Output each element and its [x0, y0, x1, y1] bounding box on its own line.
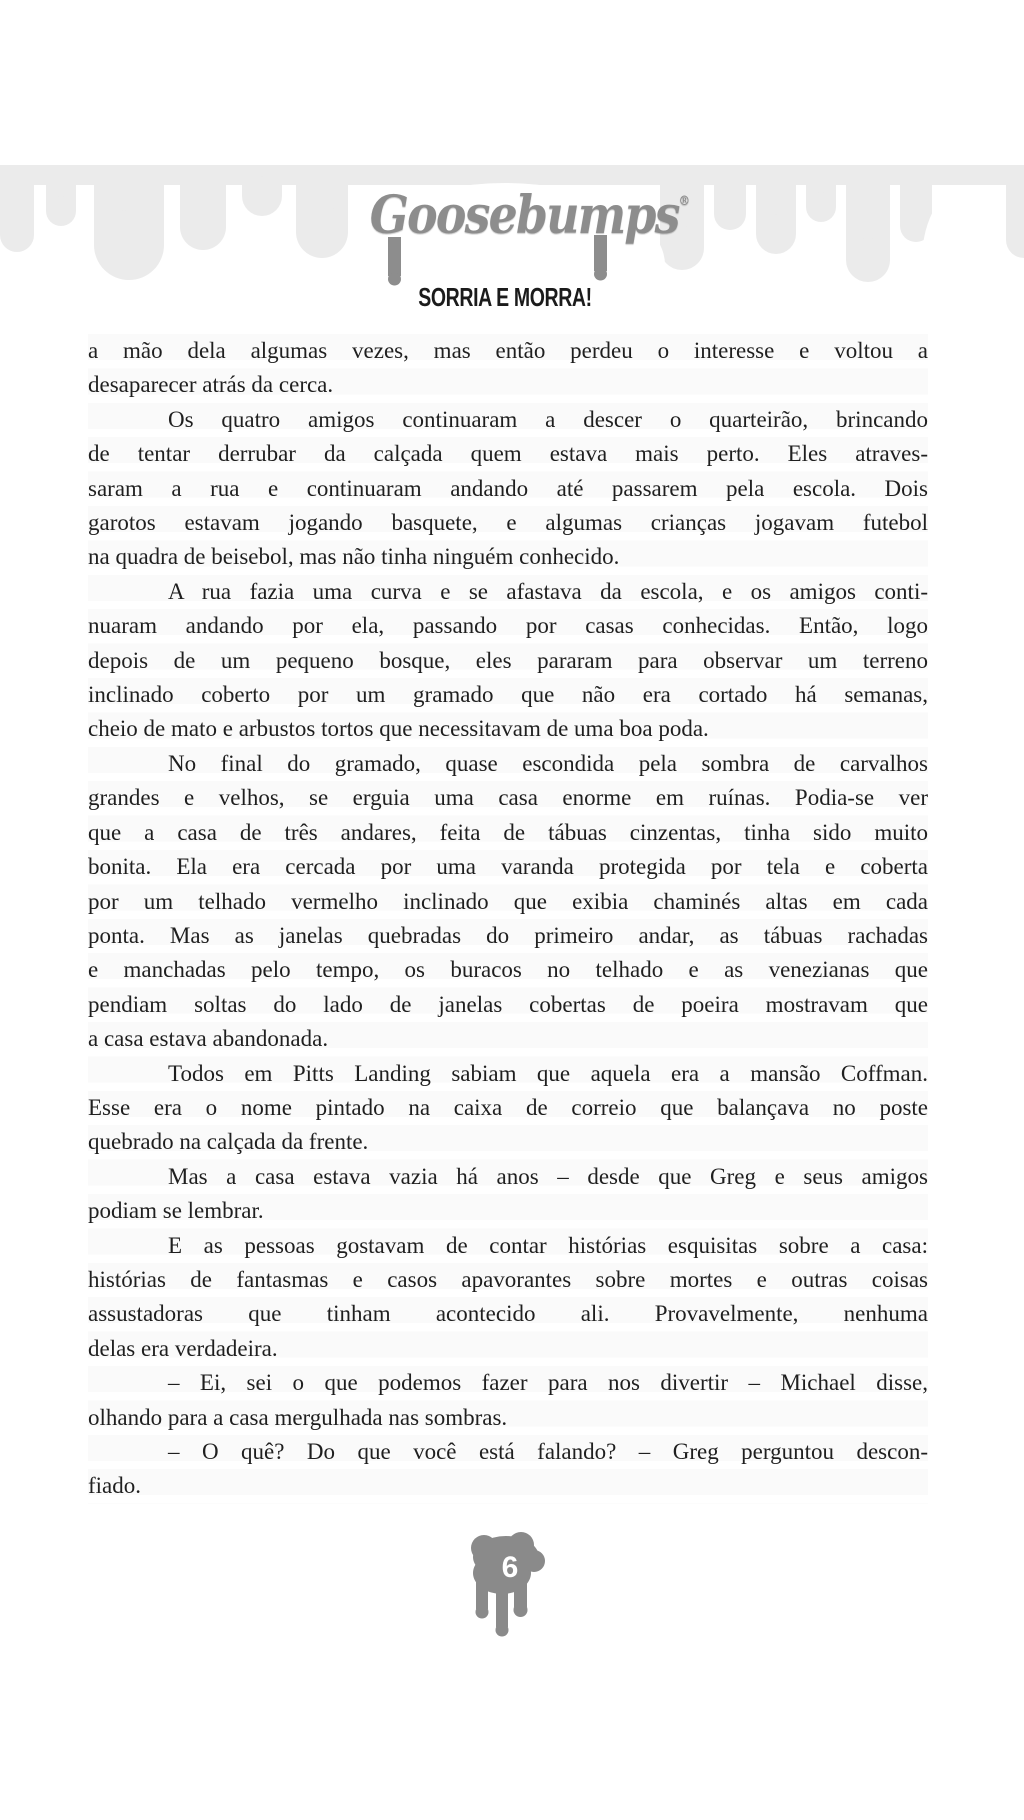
text-line: e manchadas pelo tempo, os buracos no telhado e as venezianas que	[88, 957, 928, 983]
text-line: de tentar derrubar da calçada quem estava mais perto. Eles atraves-	[88, 441, 928, 467]
text-line: assustadoras que tinham acontecido ali. Provavelmente, nenhuma	[88, 1301, 928, 1327]
goosebumps-logo-text: Goosebumps	[369, 185, 679, 246]
text-line: pendiam soltas do lado de janelas cobertas de poeira mostravam que	[88, 991, 928, 1017]
text-line: Esse era o nome pintado na caixa de correio que balançava no poste	[88, 1094, 928, 1120]
text-line: E as pessoas gostavam de contar histórias esquisitas sobre a casa:	[168, 1232, 928, 1258]
text-line: bonita. Ela era cercada por uma varanda protegida por tela e coberta	[88, 854, 928, 880]
book-title: SORRIA E MORRA!	[418, 282, 592, 312]
splat-blob-icon	[471, 1532, 545, 1637]
text-line: A rua fazia uma curva e se afastava da escola, e os amigos conti-	[168, 578, 928, 604]
text-line: a casa estava abandonada.	[88, 1026, 329, 1052]
text-line: depois de um pequeno bosque, eles pararam para observar um terreno	[88, 647, 928, 673]
page-number-splat	[461, 1531, 547, 1643]
text-line: ponta. Mas as janelas quebradas do primeiro andar, as tábuas rachadas	[88, 922, 928, 948]
text-line: No final do gramado, quase escondida pela sombra de carvalhos	[168, 750, 928, 776]
text-line: inclinado coberto por um gramado que não era cortado há semanas,	[88, 682, 928, 708]
text-line: a mão dela algumas vezes, mas então perdeu o interesse e voltou a	[88, 338, 928, 363]
text-line: histórias de fantasmas e casos apavorantes sobre mortes e outras coisas	[88, 1266, 928, 1292]
text-line: delas era verdadeira.	[88, 1335, 278, 1361]
text-line: desaparecer atrás da cerca.	[88, 372, 334, 398]
registered-mark: ®	[678, 194, 691, 209]
text-line: – Ei, sei o que podemos fazer para nos divertir – Michael disse,	[168, 1370, 928, 1396]
goosebumps-logo	[369, 173, 691, 246]
text-line: na quadra de beisebol, mas não tinha ninguém conhecido.	[88, 544, 620, 570]
story-text	[88, 334, 928, 1504]
text-line: por um telhado vermelho inclinado que exibia chaminés altas em cada	[88, 888, 928, 914]
page-number: 6	[501, 1551, 519, 1584]
text-line: cheio de mato e arbustos tortos que necessitavam de uma boa poda.	[88, 716, 709, 742]
text-line: – O quê? Do que você está falando? – Greg perguntou descon-	[168, 1439, 928, 1464]
text-line: saram a rua e continuaram andando até passarem pela escola. Dois	[88, 475, 928, 501]
text-line: olhando para a casa mergulhada nas sombras.	[88, 1404, 508, 1430]
text-line: fiado.	[88, 1473, 142, 1499]
text-line: garotos estavam jogando basquete, e algumas crianças jogavam futebol	[88, 510, 928, 536]
text-line: quebrado na calçada da frente.	[88, 1129, 369, 1155]
text-line: Os quatro amigos continuaram a descer o quarteirão, brincando	[168, 406, 928, 432]
text-line: Todos em Pitts Landing sabiam que aquela era a mansão Coffman.	[168, 1060, 928, 1086]
text-line: nuaram andando por ela, passando por casas conhecidas. Então, logo	[88, 613, 928, 639]
text-line: grandes e velhos, se erguia uma casa enorme em ruínas. Podia-se ver	[88, 785, 928, 811]
text-line: podiam se lembrar.	[88, 1198, 264, 1224]
text-line: que a casa de três andares, feita de tábuas cinzentas, tinha sido muito	[88, 819, 928, 845]
text-line: Mas a casa estava vazia há anos – desde que Greg e seus amigos	[168, 1163, 928, 1189]
